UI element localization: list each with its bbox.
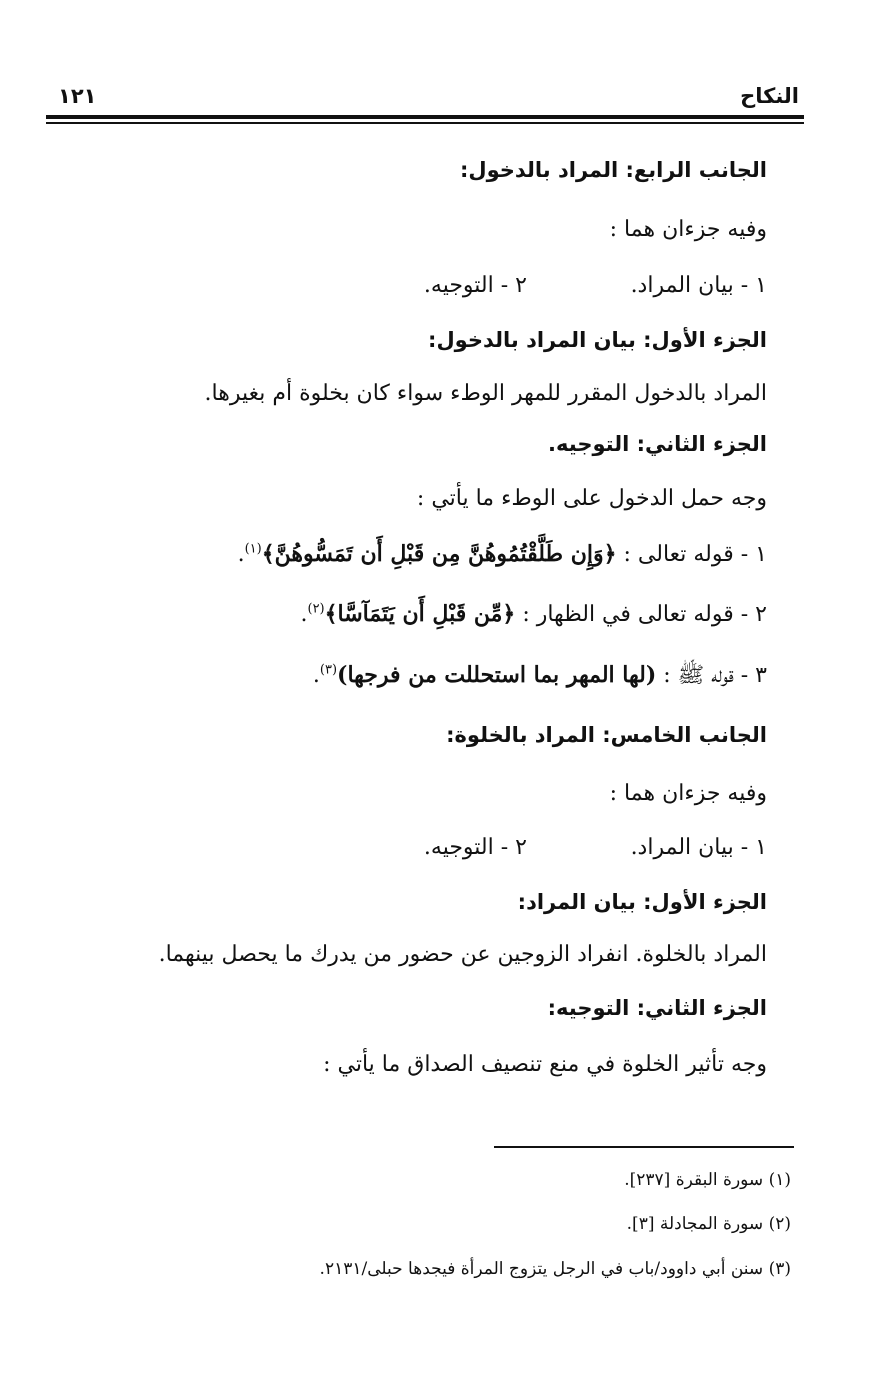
running-header-title: النكاح	[740, 84, 799, 108]
evidence-prefix: ٣ - قوله ﷺ :	[656, 663, 767, 688]
section-heading-fifth-aspect: الجانب الخامس: المراد بالخلوة:	[446, 723, 767, 747]
parts-list-item-1: ١ - بيان المراد.	[630, 835, 767, 860]
section-heading-fourth-aspect: الجانب الرابع: المراد بالدخول:	[459, 158, 767, 182]
sentence-end: .	[312, 663, 320, 688]
parts-list-item-2: ٢ - التوجيه.	[423, 273, 527, 298]
evidence-prefix: ٢ - قوله تعالى في الظهار :	[515, 602, 767, 627]
intro-two-parts-2: وفيه جزءان هما :	[609, 781, 767, 806]
page-number: ١٢١	[58, 84, 97, 108]
evidence-intro-2: وجه تأثير الخلوة في منع تنصيف الصداق ما يأتي :	[323, 1052, 767, 1077]
parts-list	[297, 273, 767, 298]
sentence-end: .	[300, 602, 308, 627]
footnote-ref: (٢)	[307, 601, 325, 617]
footnote-separator	[494, 1146, 794, 1148]
evidence-item-2	[300, 601, 767, 627]
evidence-item-1	[238, 541, 767, 567]
quran-quote: ﴿مِّن قَبْلِ أَن يَتَمَآسَّا﴾	[324, 601, 516, 627]
footnote-ref: (٣)	[319, 662, 338, 678]
intro-two-parts: وفيه جزءان هما :	[609, 217, 767, 242]
footnote-ref: (١)	[244, 541, 262, 557]
footnote-1: (١) سورة البقرة [٢٣٧].	[624, 1170, 791, 1190]
evidence-intro: وجه حمل الدخول على الوطء ما يأتي :	[416, 486, 767, 511]
parts-list-item-2: ٢ - التوجيه.	[423, 835, 527, 860]
subheading-first-part-2: الجزء الأول: بيان المراد:	[517, 890, 767, 914]
footnote-2: (٢) سورة المجادلة [٣].	[626, 1214, 791, 1234]
definition-paragraph-2: المراد بالخلوة. انفراد الزوجين عن حضور من يدرك ما يحصل بينهما.	[158, 942, 767, 967]
sentence-end: .	[237, 542, 245, 567]
subheading-second-part: الجزء الثاني: التوجيه.	[548, 432, 767, 456]
header-rule-thin	[46, 122, 804, 124]
subheading-first-part: الجزء الأول: بيان المراد بالدخول:	[428, 328, 767, 352]
parts-list-2	[297, 835, 767, 860]
hadith-quote: (لها المهر بما استحللت من فرجها)	[337, 662, 657, 688]
evidence-item-3	[313, 661, 767, 693]
footnote-3: (٣) سنن أبي داوود/باب في الرجل يتزوج المرأة فيجدها حبلى/٢١٣١.	[319, 1259, 791, 1279]
definition-paragraph: المراد بالدخول المقرر للمهر الوطء سواء كان بخلوة أم بغيرها.	[204, 381, 767, 406]
header-rule-thick	[46, 115, 804, 119]
quran-quote: ﴿وَإِن طَلَّقْتُمُوهُنَّ مِن قَبْلِ أَن تَمَسُّوهُنَّ﴾	[261, 541, 617, 567]
parts-list-item-1: ١ - بيان المراد.	[630, 273, 767, 298]
evidence-prefix: ١ - قوله تعالى :	[616, 542, 767, 567]
subheading-second-part-2: الجزء الثاني: التوجيه:	[547, 996, 767, 1020]
